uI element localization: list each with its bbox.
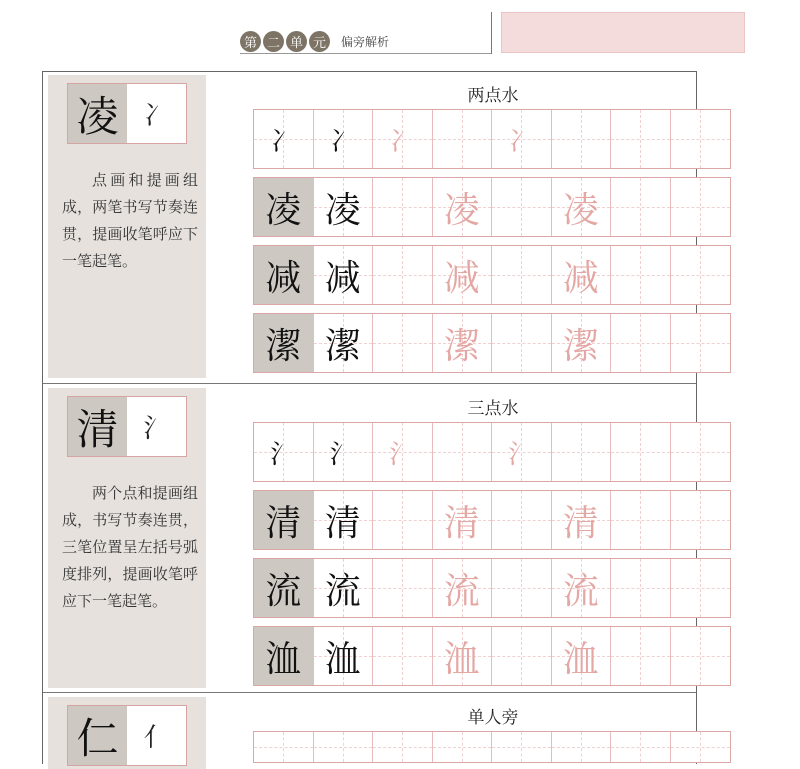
practice-character: 氵 bbox=[270, 439, 297, 470]
practice-cell bbox=[314, 246, 374, 304]
sample-box bbox=[67, 705, 187, 766]
practice-cell bbox=[433, 732, 493, 762]
practice-character: 凌 bbox=[443, 189, 480, 231]
practice-row bbox=[253, 422, 731, 482]
practice-cell bbox=[671, 110, 731, 168]
practice-cell bbox=[254, 491, 314, 549]
header-title bbox=[240, 28, 389, 54]
practice-cell bbox=[254, 627, 314, 685]
practice-character: 清 bbox=[562, 502, 599, 544]
practice-character: 流 bbox=[443, 570, 480, 612]
practice-character: 减 bbox=[324, 257, 361, 299]
practice-character: 氵 bbox=[389, 439, 416, 470]
practice-character: 洫 bbox=[562, 638, 599, 680]
header-pink-banner bbox=[501, 12, 745, 53]
practice-character: 流 bbox=[265, 570, 302, 612]
practice-cell bbox=[492, 491, 552, 549]
practice-character: 凌 bbox=[562, 189, 599, 231]
practice-character: 潔 bbox=[562, 325, 599, 367]
practice-character: 减 bbox=[562, 257, 599, 299]
practice-character: 流 bbox=[562, 570, 599, 612]
practice-character: 冫 bbox=[329, 126, 356, 157]
practice-character: 流 bbox=[324, 570, 361, 612]
practice-row bbox=[253, 731, 731, 763]
unit-char-1: 第 bbox=[240, 31, 261, 52]
practice-cell bbox=[314, 423, 374, 481]
practice-character: 减 bbox=[265, 257, 302, 299]
header-underline bbox=[240, 53, 492, 54]
radical-description: 两个点和提画组成，书写节奏连贯，三笔位置呈左括号弧度排列，提画收笔呼应下一笔起笔。 bbox=[62, 484, 198, 610]
practice-cell bbox=[671, 423, 731, 481]
practice-row bbox=[253, 490, 731, 550]
practice-cell bbox=[314, 110, 374, 168]
practice-cell bbox=[254, 110, 314, 168]
practice-cell bbox=[373, 314, 433, 372]
practice-character: 潔 bbox=[265, 325, 302, 367]
practice-cell bbox=[611, 423, 671, 481]
practice-cell bbox=[433, 178, 493, 236]
radical-category-title: 三点水 bbox=[467, 399, 519, 419]
practice-character: 凌 bbox=[265, 189, 302, 231]
practice-cell bbox=[373, 246, 433, 304]
practice-cell bbox=[552, 110, 612, 168]
practice-character: 清 bbox=[265, 502, 302, 544]
practice-cell bbox=[671, 627, 731, 685]
practice-character: 冫 bbox=[270, 126, 297, 157]
practice-cell bbox=[314, 627, 374, 685]
practice-row bbox=[253, 109, 731, 169]
practice-cell bbox=[373, 178, 433, 236]
sample-character: 清 bbox=[68, 397, 127, 456]
practice-row bbox=[253, 245, 731, 305]
unit-char-4: 元 bbox=[309, 31, 330, 52]
practice-cell bbox=[314, 314, 374, 372]
practice-cell bbox=[611, 732, 671, 762]
sample-radical: 冫 bbox=[143, 101, 170, 131]
practice-character: 潔 bbox=[443, 325, 480, 367]
practice-cell bbox=[492, 423, 552, 481]
practice-section bbox=[43, 71, 696, 382]
practice-cell bbox=[671, 246, 731, 304]
practice-cell bbox=[254, 732, 314, 762]
practice-cell bbox=[611, 178, 671, 236]
practice-cell bbox=[314, 178, 374, 236]
practice-cell bbox=[552, 627, 612, 685]
sample-box bbox=[67, 396, 187, 457]
practice-cell bbox=[433, 110, 493, 168]
section-left-panel bbox=[48, 75, 206, 378]
header-subtitle: 偏旁解析 bbox=[341, 34, 390, 49]
practice-cell bbox=[433, 491, 493, 549]
practice-character: 减 bbox=[443, 257, 480, 299]
practice-cell bbox=[552, 246, 612, 304]
section-left-panel bbox=[48, 697, 206, 769]
sample-radical: 亻 bbox=[143, 723, 170, 753]
practice-row bbox=[253, 313, 731, 373]
practice-cell bbox=[254, 559, 314, 617]
practice-cell bbox=[611, 110, 671, 168]
radical-category-title: 单人旁 bbox=[467, 708, 519, 728]
practice-section bbox=[43, 692, 696, 765]
practice-cell bbox=[552, 732, 612, 762]
practice-cell bbox=[671, 559, 731, 617]
practice-cell bbox=[552, 559, 612, 617]
practice-character: 清 bbox=[324, 502, 361, 544]
practice-cell bbox=[671, 314, 731, 372]
practice-character: 清 bbox=[443, 502, 480, 544]
practice-cell bbox=[314, 491, 374, 549]
practice-character: 冫 bbox=[389, 126, 416, 157]
practice-cell bbox=[552, 178, 612, 236]
sample-radical: 氵 bbox=[143, 414, 170, 444]
practice-cell bbox=[433, 423, 493, 481]
practice-cell bbox=[671, 491, 731, 549]
practice-cell bbox=[611, 314, 671, 372]
radical-description: 点画和提画组成，两笔书写节奏连贯，提画收笔呼应下一笔起笔。 bbox=[62, 171, 198, 270]
practice-cell bbox=[492, 732, 552, 762]
practice-row bbox=[253, 558, 731, 618]
practice-cell bbox=[373, 491, 433, 549]
section-left-panel bbox=[48, 388, 206, 688]
practice-cell bbox=[373, 110, 433, 168]
practice-cell bbox=[611, 246, 671, 304]
practice-cell bbox=[492, 627, 552, 685]
practice-cell bbox=[373, 627, 433, 685]
practice-cell bbox=[611, 627, 671, 685]
practice-cell bbox=[254, 246, 314, 304]
practice-cell bbox=[492, 110, 552, 168]
practice-character: 洫 bbox=[443, 638, 480, 680]
practice-cell bbox=[314, 732, 374, 762]
practice-cell bbox=[552, 314, 612, 372]
practice-cell bbox=[373, 559, 433, 617]
practice-cell bbox=[552, 491, 612, 549]
practice-cell bbox=[492, 314, 552, 372]
practice-character: 潔 bbox=[324, 325, 361, 367]
practice-cell bbox=[373, 423, 433, 481]
practice-character: 洫 bbox=[324, 638, 361, 680]
practice-cell bbox=[671, 732, 731, 762]
practice-cell bbox=[433, 246, 493, 304]
practice-cell bbox=[254, 423, 314, 481]
sample-character: 仁 bbox=[68, 706, 127, 765]
practice-cell bbox=[552, 423, 612, 481]
practice-cell bbox=[611, 491, 671, 549]
practice-cell bbox=[433, 627, 493, 685]
practice-character: 洫 bbox=[265, 638, 302, 680]
practice-cell bbox=[314, 559, 374, 617]
unit-char-2: 二 bbox=[263, 31, 284, 52]
practice-row bbox=[253, 177, 731, 237]
practice-character: 氵 bbox=[329, 439, 356, 470]
radical-category-title: 两点水 bbox=[467, 86, 519, 106]
sample-box bbox=[67, 83, 187, 144]
practice-cell bbox=[611, 559, 671, 617]
practice-cell bbox=[492, 178, 552, 236]
practice-character: 凌 bbox=[324, 189, 361, 231]
practice-cell bbox=[492, 246, 552, 304]
practice-cell bbox=[671, 178, 731, 236]
practice-cell bbox=[373, 732, 433, 762]
practice-character: 冫 bbox=[508, 126, 535, 157]
practice-cell bbox=[254, 178, 314, 236]
practice-cell bbox=[433, 559, 493, 617]
practice-cell bbox=[254, 314, 314, 372]
practice-row bbox=[253, 626, 731, 686]
header-divider bbox=[491, 12, 492, 54]
practice-section bbox=[43, 383, 696, 692]
practice-character: 氵 bbox=[508, 439, 535, 470]
practice-cell bbox=[492, 559, 552, 617]
sample-character: 凌 bbox=[68, 84, 127, 143]
unit-char-3: 单 bbox=[286, 31, 307, 52]
practice-cell bbox=[433, 314, 493, 372]
